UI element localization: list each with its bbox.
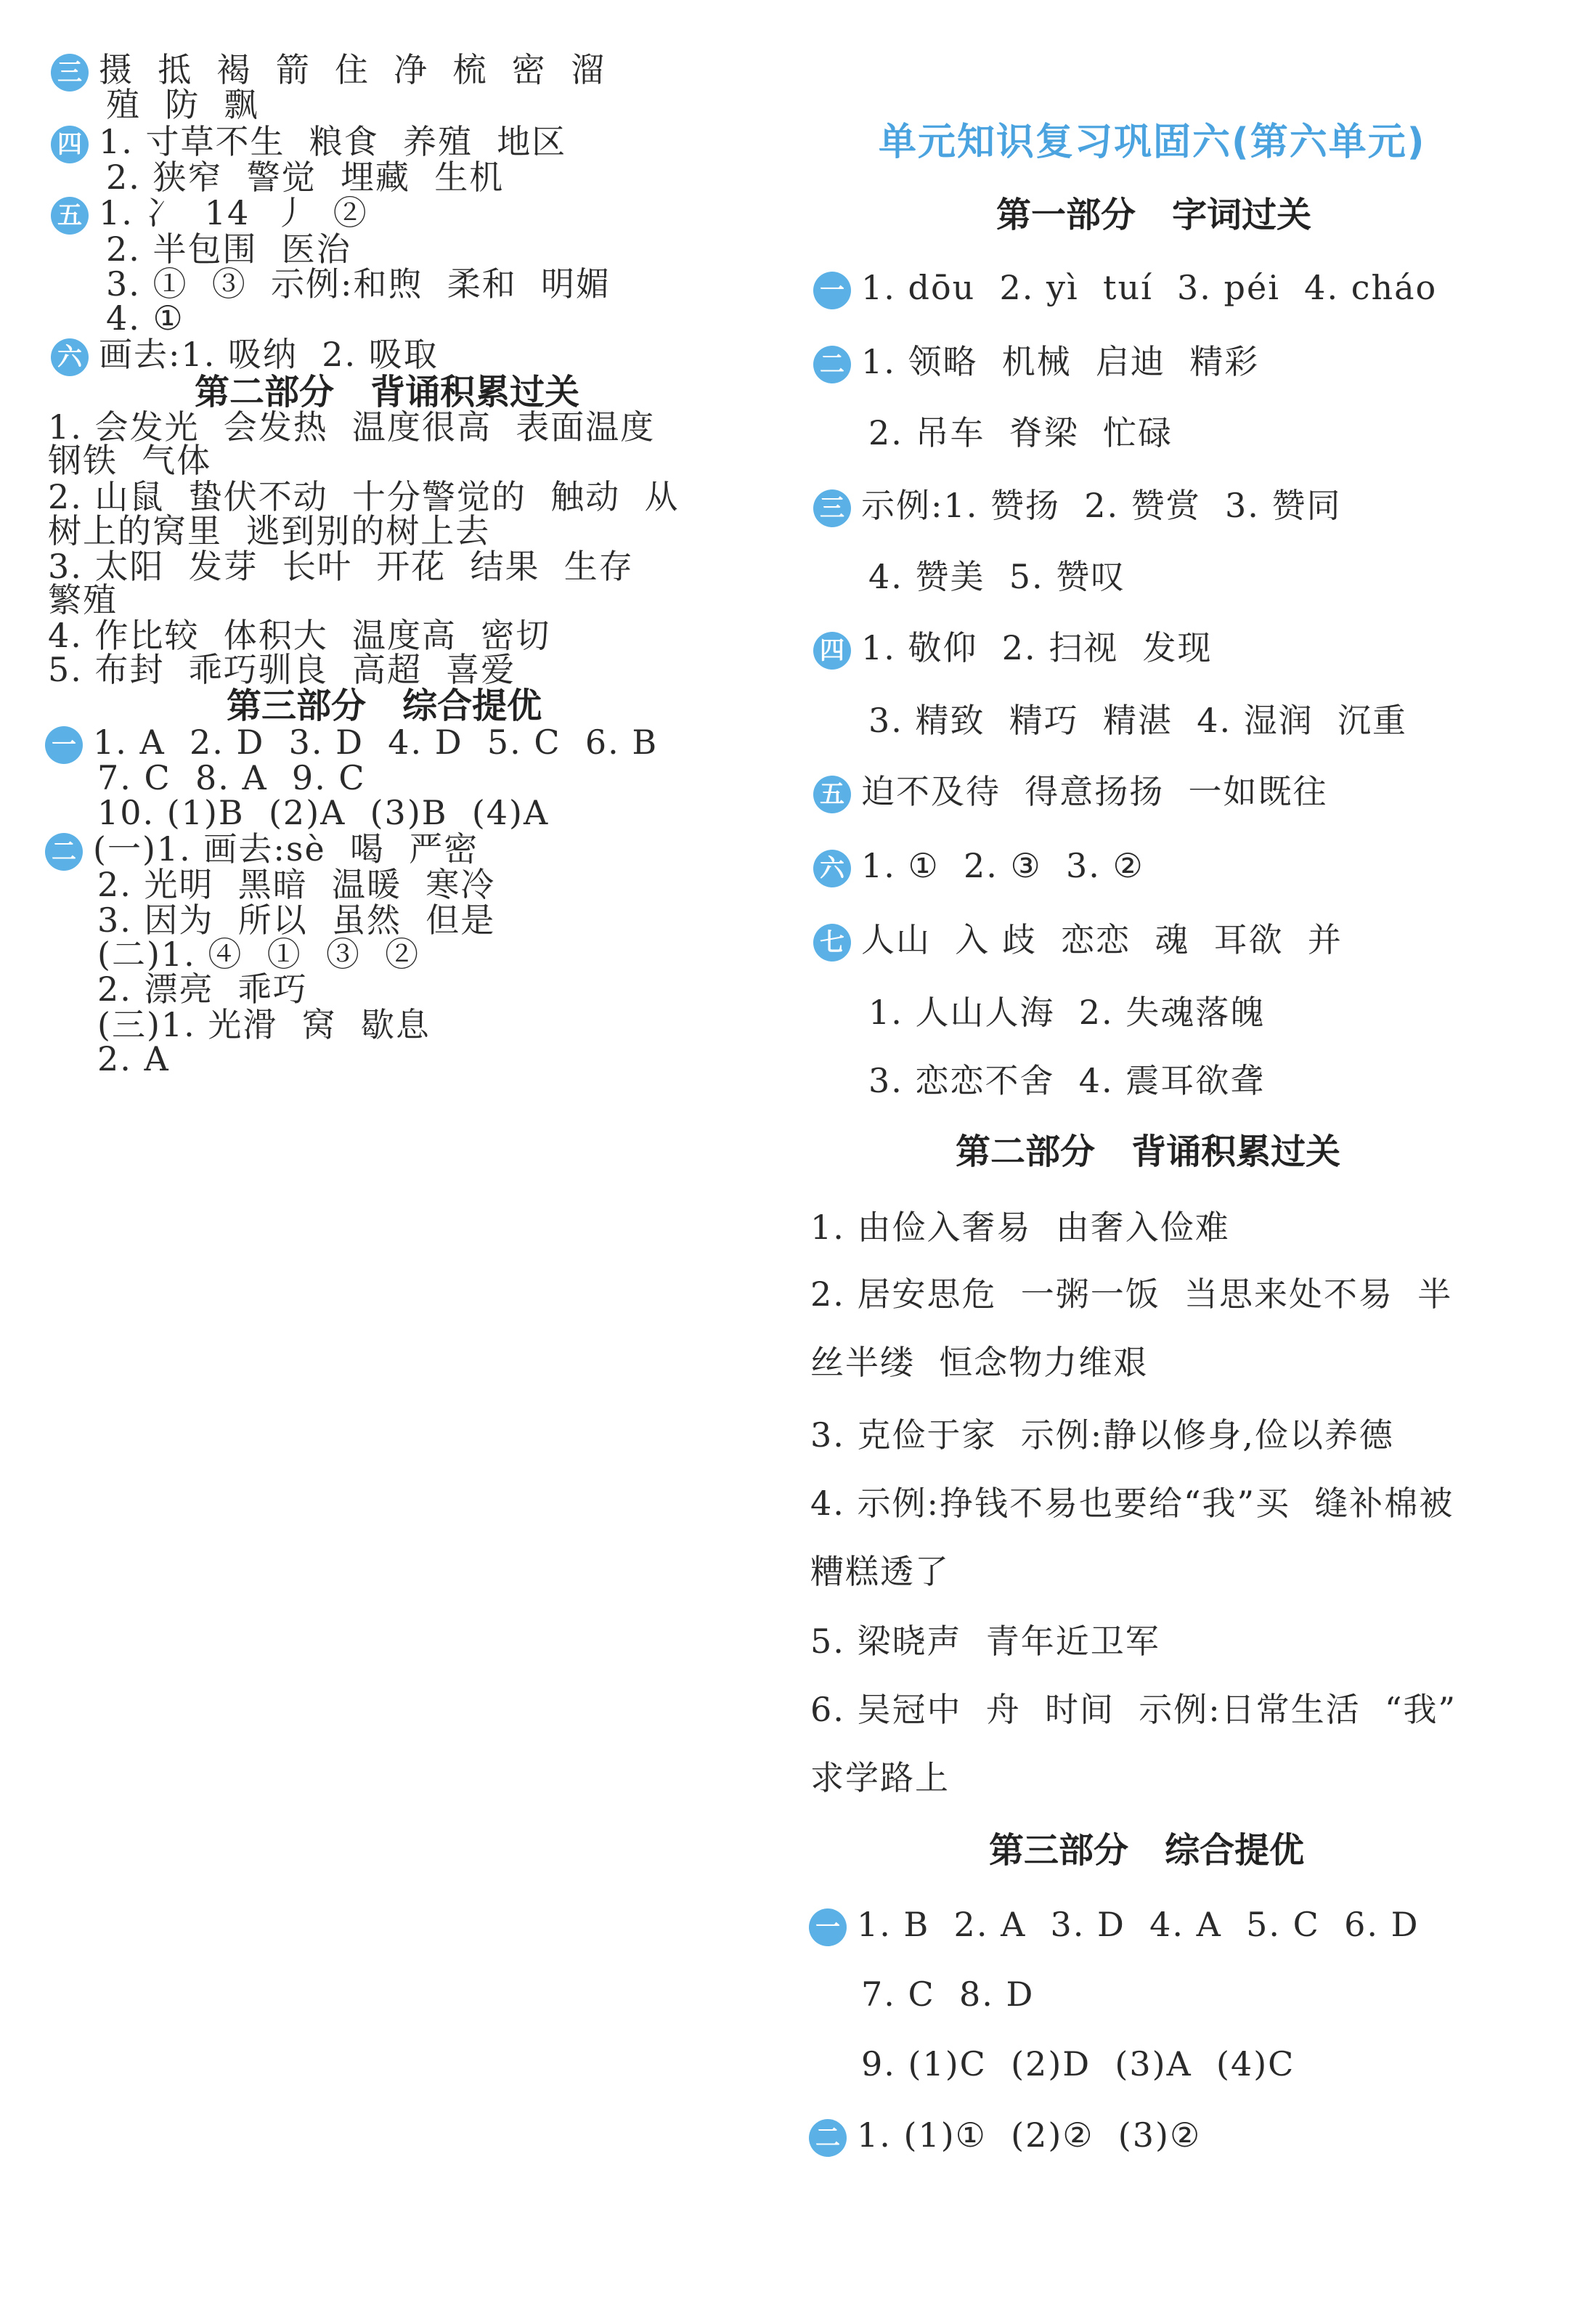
section-badge: 五 <box>813 776 851 813</box>
answer-line: 9. (1)C (2)D (3)A (4)C <box>861 2044 1295 2083</box>
answer-line: 7. C 8. D <box>861 1975 1035 2014</box>
answer-line: 三 摄 抵 褐 箭 住 净 梳 密 溜 <box>51 48 606 92</box>
section-badge: 六 <box>51 338 89 376</box>
answer-line: 繁殖 <box>48 580 118 619</box>
answer-line: 七 人山 入 歧 恋恋 魂 耳欲 并 <box>813 918 1343 962</box>
answer-line: 二 1. (1)① (2)② (3)② <box>809 2113 1201 2157</box>
answer-line: 4. 示例:挣钱不易也要给“我”买 缝补棉被 <box>810 1484 1454 1523</box>
answer-line: 殖 防 飘 <box>106 85 259 124</box>
section-heading: 第三部分 综合提优 <box>989 1830 1305 1871</box>
answer-line: 1. 会发光 会发热 温度很高 表面温度 <box>48 407 656 447</box>
answer-line: 一 1. B 2. A 3. D 4. A 5. C 6. D <box>809 1903 1420 1946</box>
section-heading: 第二部分 背诵积累过关 <box>195 372 580 412</box>
section-heading: 第二部分 背诵积累过关 <box>956 1131 1341 1172</box>
section-badge: 二 <box>45 833 83 871</box>
answer-line: 求学路上 <box>810 1758 950 1797</box>
answer-line: 五 迫不及待 得意扬扬 一如既往 <box>813 770 1328 813</box>
answer-line: 丝半缕 恒念物力维艰 <box>810 1343 1149 1382</box>
answer-line: 1. 由俭入奢易 由奢入俭难 <box>810 1208 1230 1247</box>
section-badge: 三 <box>813 489 851 527</box>
section-badge: 四 <box>813 632 851 670</box>
answer-line: (二)1. ④ ① ③ ② <box>97 935 420 974</box>
answer-line: 一 1. dōu 2. yì tuí 3. péi 4. cháo <box>813 266 1437 309</box>
answer-line: 2. 山鼠 蛰伏不动 十分警觉的 触动 从 <box>48 477 680 516</box>
answer-line: 五 1. 冫 14 丿 ② <box>51 191 368 235</box>
answer-line: 四 1. 寸草不生 粮食 养殖 地区 <box>51 120 566 163</box>
answer-line: 3. 精致 精巧 精湛 4. 湿润 沉重 <box>868 701 1407 740</box>
section-badge: 三 <box>51 54 89 92</box>
answer-line: 6. 吴冠中 舟 时间 示例:日常生活 “我” <box>810 1690 1457 1729</box>
answer-line: 5. 梁晓声 青年近卫军 <box>810 1622 1160 1661</box>
answer-line: 3. 太阳 发芽 长叶 开花 结果 生存 <box>48 547 634 586</box>
unit-title: 单元知识复习巩固六(第六单元) <box>879 121 1426 164</box>
answer-line: 六 画去:1. 吸纳 2. 吸取 <box>51 333 439 376</box>
section-badge: 二 <box>809 2119 847 2157</box>
section-badge: 一 <box>813 272 851 309</box>
section-badge: 二 <box>813 346 851 383</box>
answer-line: 3. 恋恋不舍 4. 震耳欲聋 <box>868 1061 1266 1100</box>
answer-line: 7. C 8. A 9. C <box>97 758 366 797</box>
answer-line: 2. A <box>97 1039 170 1078</box>
answer-line: 4. 作比较 体积大 温度高 密切 <box>48 616 551 655</box>
section-badge: 七 <box>813 924 851 962</box>
answer-line: 2. 半包围 医治 <box>106 229 351 269</box>
answer-line: 3. ① ③ 示例:和煦 柔和 明媚 <box>106 264 611 304</box>
answer-line: 2. 光明 黑暗 温暖 寒冷 <box>97 865 496 904</box>
section-badge: 五 <box>51 197 89 235</box>
answer-line: 二 1. 领略 机械 启迪 精彩 <box>813 340 1259 383</box>
section-heading: 第一部分 字词过关 <box>996 195 1312 235</box>
section-badge: 四 <box>51 126 89 163</box>
answer-line: 一 1. A 2. D 3. D 4. D 5. C 6. B <box>45 720 658 764</box>
answer-line: 树上的窝里 逃到别的树上去 <box>48 511 491 550</box>
answer-line: 六 1. ① 2. ③ 3. ② <box>813 844 1144 887</box>
answer-line: 4. 赞美 5. 赞叹 <box>868 557 1126 596</box>
answer-line: 2. 漂亮 乖巧 <box>97 969 308 1009</box>
answer-line: 2. 吊车 脊梁 忙碌 <box>868 413 1173 452</box>
answer-line: 二 (一)1. 画去:sè 喝 严密 <box>45 827 479 871</box>
answer-line: 2. 狭窄 警觉 埋藏 生机 <box>106 158 505 197</box>
answer-line: 钢铁 气体 <box>48 441 212 480</box>
answer-line: 1. 人山人海 2. 失魂落魄 <box>868 993 1266 1032</box>
answer-line: 2. 居安思危 一粥一饭 当思来处不易 半 <box>810 1274 1453 1314</box>
section-badge: 一 <box>45 726 83 764</box>
answer-line: 糟糕透了 <box>810 1552 950 1591</box>
answer-line: 3. 因为 所以 虽然 但是 <box>97 900 496 940</box>
answer-line: (三)1. 光滑 窝 歇息 <box>97 1005 431 1044</box>
answer-line: 5. 布封 乖巧驯良 高超 喜爱 <box>48 650 516 689</box>
section-badge: 六 <box>813 850 851 887</box>
answer-line: 3. 克俭于家 示例:静以修身,俭以养德 <box>810 1415 1394 1455</box>
section-badge: 一 <box>809 1908 847 1946</box>
answer-line: 4. ① <box>106 298 184 338</box>
answer-line: 10. (1)B (2)A (3)B (4)A <box>97 793 550 832</box>
answer-line: 三 示例:1. 赞扬 2. 赞赏 3. 赞同 <box>813 484 1342 527</box>
answer-line: 四 1. 敬仰 2. 扫视 发现 <box>813 626 1213 670</box>
section-heading: 第三部分 综合提优 <box>227 686 542 726</box>
